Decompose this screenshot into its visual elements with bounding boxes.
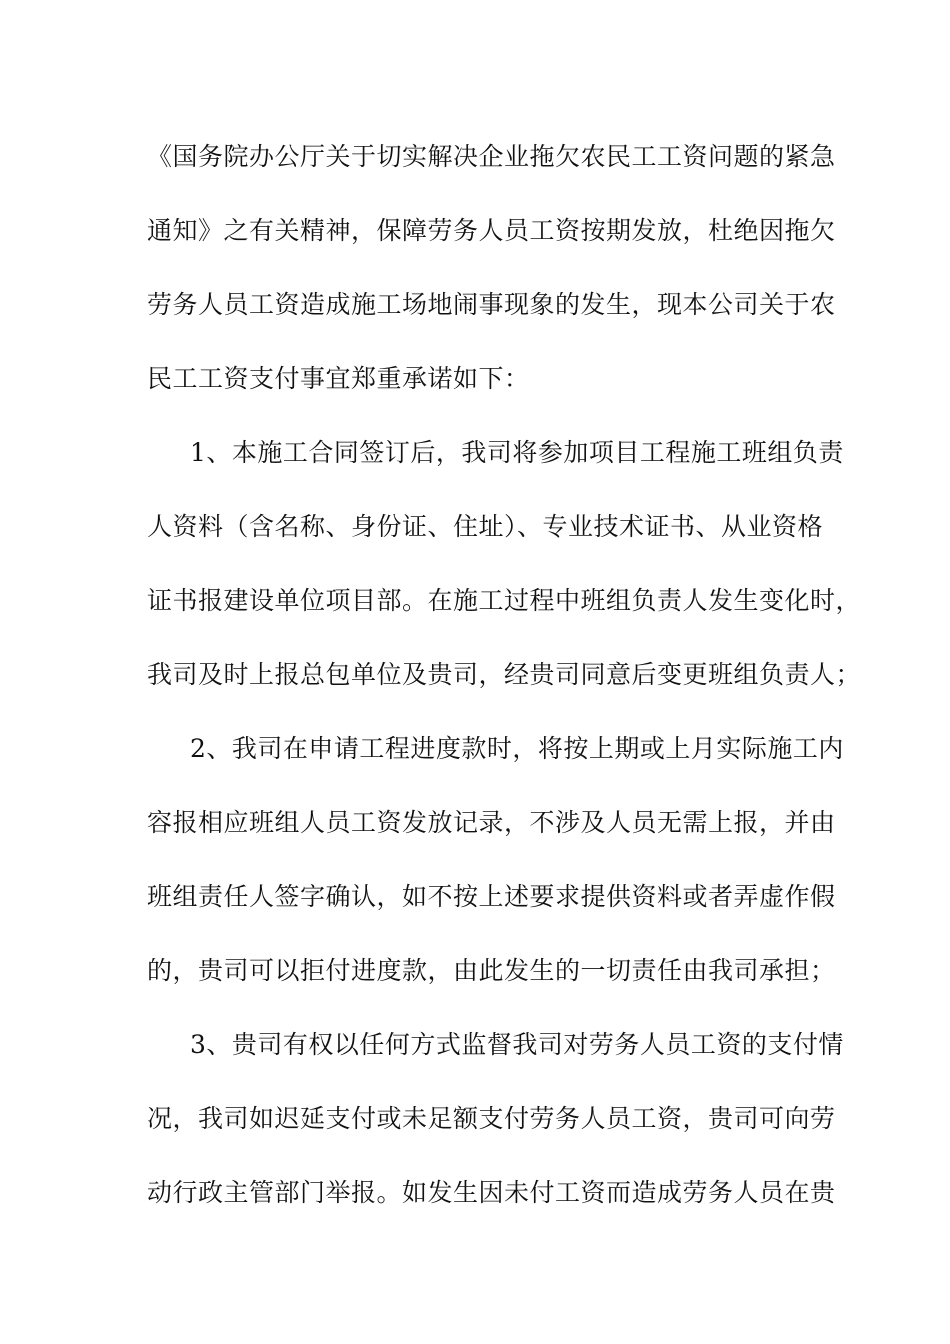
text-line: 人资料（含名称、身份证、住址）、专业技术证书、从业资格 <box>147 512 824 541</box>
text-line: 劳务人员工资造成施工场地闹事现象的发生，现本公司关于农 <box>147 290 836 319</box>
paragraph-3-start: 3、贵司有权以任何方式监督我司对劳务人员工资的支付情 <box>190 1030 844 1059</box>
text-line: 容报相应班组人员工资发放记录，不涉及人员无需上报，并由 <box>147 808 836 837</box>
text-line: 《国务院办公厅关于切实解决企业拖欠农民工工资问题的紧急 <box>147 142 836 171</box>
paragraph-2-start: 2、我司在申请工程进度款时，将按上期或上月实际施工内 <box>190 734 844 763</box>
text-line: 民工工资支付事宜郑重承诺如下： <box>147 364 530 393</box>
paragraph-1-start: 1、本施工合同签订后，我司将参加项目工程施工班组负责 <box>190 438 844 467</box>
text-line: 证书报建设单位项目部。在施工过程中班组负责人发生变化时， <box>147 586 862 615</box>
text-line: 动行政主管部门举报。如发生因未付工资而造成劳务人员在贵 <box>147 1178 836 1207</box>
text-line: 通知》之有关精神，保障劳务人员工资按期发放，杜绝因拖欠 <box>147 216 836 245</box>
text-line: 我司及时上报总包单位及贵司，经贵司同意后变更班组负责人； <box>147 660 862 689</box>
text-line: 班组责任人签字确认，如不按上述要求提供资料或者弄虚作假 <box>147 882 836 911</box>
text-line: 的，贵司可以拒付进度款，由此发生的一切责任由我司承担； <box>147 956 836 985</box>
text-line: 况，我司如迟延支付或未足额支付劳务人员工资，贵司可向劳 <box>147 1104 836 1133</box>
